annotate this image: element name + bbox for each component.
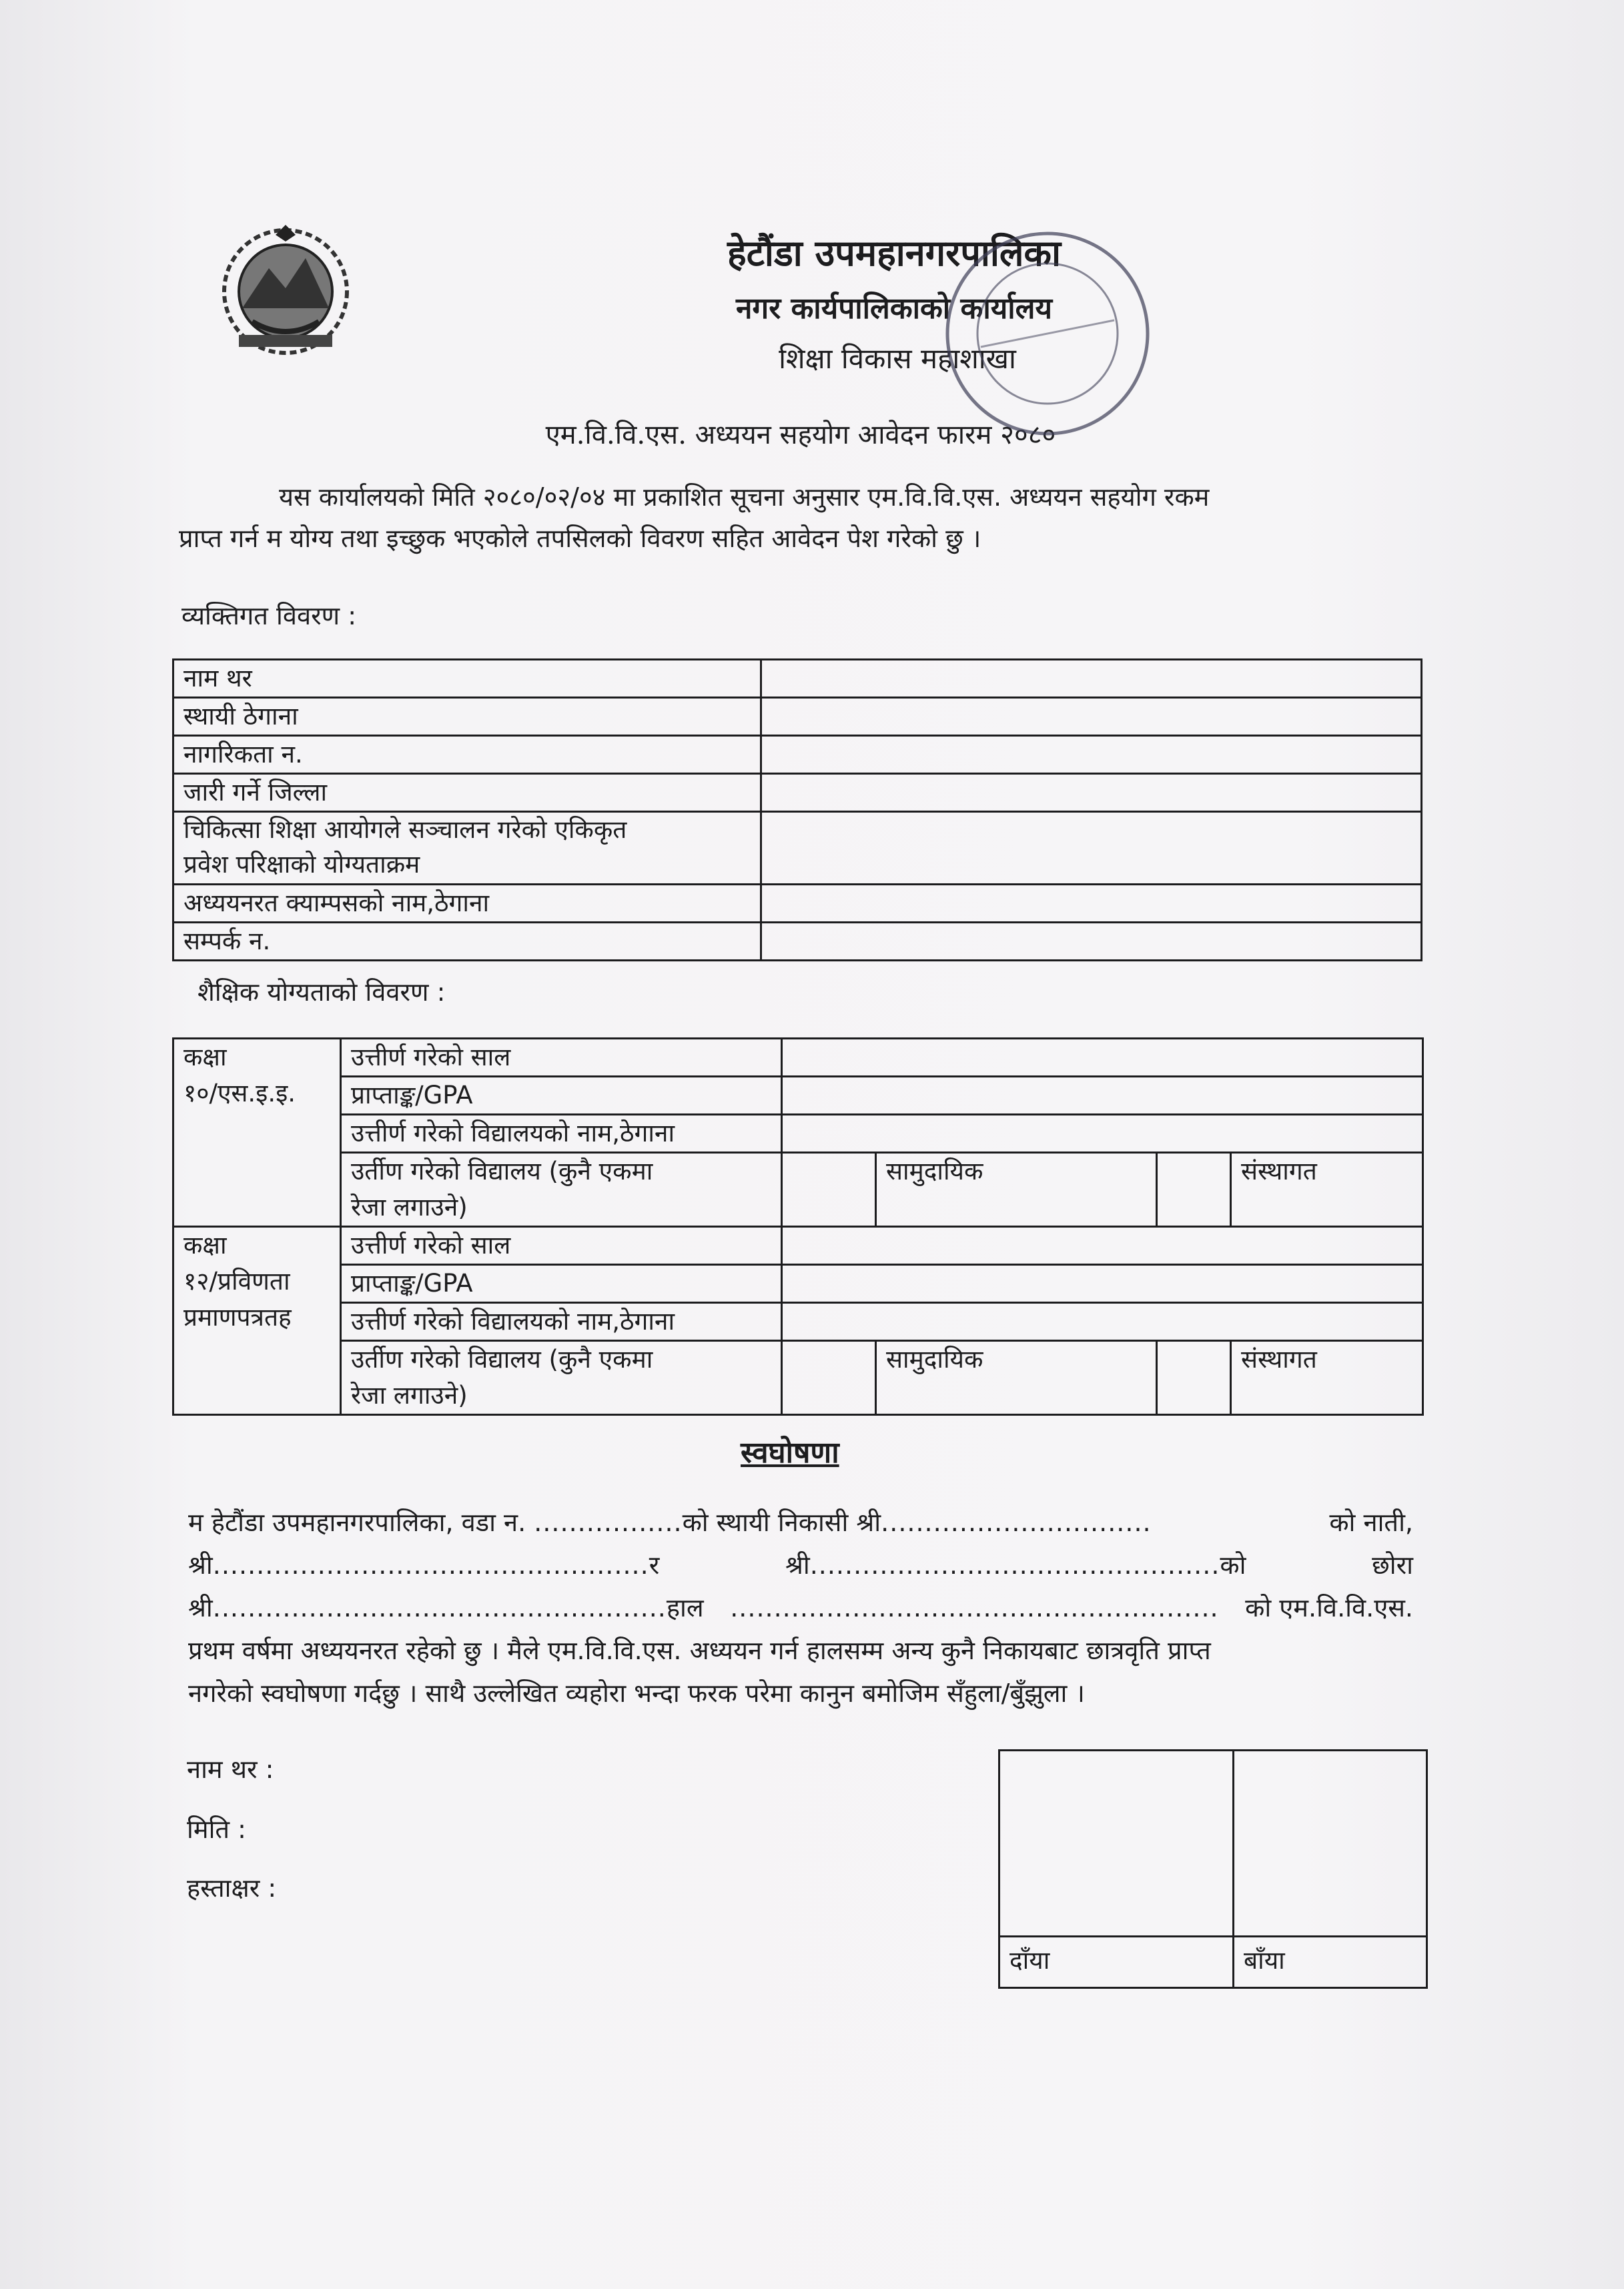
- row-label-line: उर्तीण गरेको विद्यालय (कुनै एकमा: [351, 1345, 653, 1374]
- table-row: [173, 1265, 1423, 1303]
- right-thumb-label: दाँया: [999, 1937, 1234, 1988]
- decl-text: हाल: [666, 1593, 704, 1623]
- declaration-title: स्वघोषणा: [741, 1436, 839, 1470]
- row-label: उत्तीर्ण गरेको विद्यालयको नाम,ठेगाना: [341, 1115, 782, 1153]
- left-thumbprint-box[interactable]: [1234, 1751, 1427, 1937]
- community-label: सामुदायिक: [876, 1153, 1157, 1227]
- row-label-line: रेजा लगाउने): [351, 1193, 468, 1222]
- plus2-label: कक्षा: [183, 1231, 227, 1260]
- issuing-district-field[interactable]: [761, 774, 1422, 812]
- row-label-line: चिकित्सा शिक्षा आयोगले सञ्चालन गरेको एकिकृत: [183, 815, 627, 844]
- mother-name-blank[interactable]: ...............................................: [809, 1550, 1220, 1580]
- decl-text: को नाती,: [1329, 1508, 1413, 1537]
- personal-heading: व्यक्तिगत विवरण :: [181, 601, 357, 630]
- decl-text: को: [1220, 1550, 1246, 1580]
- signature-date-label: मिति :: [187, 1815, 246, 1844]
- decl-text: छोरा: [1372, 1550, 1413, 1580]
- table-row: [173, 1153, 1423, 1227]
- signature-name-label: नाम थर :: [187, 1755, 274, 1784]
- plus2-label: १२/प्रविणता: [183, 1267, 290, 1296]
- thumbprint-table: [998, 1749, 1428, 1989]
- decl-text: को एम.वि.वि.एस.: [1245, 1593, 1413, 1623]
- row-label: उत्तीर्ण गरेको साल: [341, 1039, 782, 1077]
- see-gpa-field[interactable]: [782, 1077, 1423, 1115]
- table-row: [173, 660, 1422, 698]
- see-community-checkbox[interactable]: [782, 1153, 876, 1227]
- institutional-label: संस्थागत: [1231, 1341, 1423, 1415]
- education-table: [172, 1037, 1424, 1416]
- plus2-passed-year-field[interactable]: [782, 1227, 1423, 1265]
- row-label: नाम थर: [173, 660, 761, 698]
- table-row: [173, 698, 1422, 736]
- declaration-line-1: [188, 1501, 1413, 1544]
- row-label: अध्ययनरत क्याम्पसको नाम,ठेगाना: [173, 885, 761, 923]
- table-row: [999, 1751, 1427, 1937]
- branch-name: शिक्षा विकास महाशाखा: [779, 342, 1016, 375]
- declaration-line-2: [188, 1544, 1413, 1586]
- see-label: १०/एस.इ.इ.: [183, 1079, 296, 1107]
- table-row: [173, 1341, 1423, 1415]
- applicant-name-blank[interactable]: ....................................................: [212, 1593, 667, 1623]
- intro-line-2: प्राप्त गर्न म योग्य तथा इच्छुक भएकोले तपसिलको विवरण सहित आवेदन पेश गरेको छु ।: [179, 524, 981, 553]
- row-label-line: प्रवेश परिक्षाको योग्यताक्रम: [183, 850, 420, 879]
- table-row: [173, 1303, 1423, 1341]
- education-heading: शैक्षिक योग्यताको विवरण :: [197, 977, 446, 1007]
- intro-line-1: यस कार्यालयको मिति २०८०/०२/०४ मा प्रकाशित सूचना अनुसार एम.वि.वि.एस. अध्ययन सहयोग रकम: [279, 482, 1210, 512]
- ward-no-blank[interactable]: .................: [534, 1508, 683, 1537]
- institutional-label: संस्थागत: [1231, 1153, 1423, 1227]
- plus2-gpa-field[interactable]: [782, 1265, 1423, 1303]
- full-name-field[interactable]: [761, 660, 1422, 698]
- row-label: [341, 1153, 782, 1227]
- see-institutional-checkbox[interactable]: [1157, 1153, 1231, 1227]
- row-label: [341, 1341, 782, 1415]
- table-row: [173, 774, 1422, 812]
- contact-no-field[interactable]: [761, 923, 1422, 961]
- decl-text: को स्थायी निकासी श्री: [682, 1508, 881, 1537]
- personal-details-table: [172, 658, 1423, 961]
- see-passed-year-field[interactable]: [782, 1039, 1423, 1077]
- office-name: नगर कार्यपालिकाको कार्यालय: [736, 292, 1052, 326]
- signature-sign-label: हस्ताक्षर :: [187, 1873, 277, 1903]
- entrance-rank-field[interactable]: [761, 812, 1422, 885]
- father-name-blank[interactable]: ..................................................: [212, 1550, 649, 1580]
- community-label: सामुदायिक: [876, 1341, 1157, 1415]
- plus2-school-name-field[interactable]: [782, 1303, 1423, 1341]
- campus-name-field[interactable]: [761, 885, 1422, 923]
- see-school-name-field[interactable]: [782, 1115, 1423, 1153]
- declaration-line-5: नगरेको स्वघोषणा गर्दछु । साथै उल्लेखित व्यहोरा भन्दा फरक परेमा कानुन बमोजिम सँहुला/बुँझुला ।: [188, 1679, 1085, 1708]
- plus2-label-cell: [173, 1227, 341, 1415]
- see-label: कक्षा: [183, 1043, 227, 1071]
- table-row: [173, 923, 1422, 961]
- decl-text: श्री: [188, 1550, 213, 1580]
- table-row: [173, 1115, 1423, 1153]
- row-label: उत्तीर्ण गरेको विद्यालयको नाम,ठेगाना: [341, 1303, 782, 1341]
- row-label: जारी गर्ने जिल्ला: [173, 774, 761, 812]
- citizenship-no-field[interactable]: [761, 736, 1422, 774]
- plus2-institutional-checkbox[interactable]: [1157, 1341, 1231, 1415]
- right-thumbprint-box[interactable]: [999, 1751, 1234, 1937]
- table-row: [173, 736, 1422, 774]
- row-label: स्थायी ठेगाना: [173, 698, 761, 736]
- nepal-emblem-icon: [212, 221, 359, 362]
- row-label: नागरिकता न.: [173, 736, 761, 774]
- decl-text: र: [649, 1550, 660, 1580]
- row-label-line: रेजा लगाउने): [351, 1381, 468, 1410]
- declaration-line-3: [188, 1586, 1413, 1629]
- table-row: [173, 1077, 1423, 1115]
- see-label-cell: [173, 1039, 341, 1227]
- row-label: प्राप्ताङ्क/GPA: [341, 1077, 782, 1115]
- row-label: [173, 812, 761, 885]
- row-label: उत्तीर्ण गरेको साल: [341, 1227, 782, 1265]
- plus2-community-checkbox[interactable]: [782, 1341, 876, 1415]
- table-row: [173, 1039, 1423, 1077]
- table-row: [173, 812, 1422, 885]
- permanent-address-field[interactable]: [761, 698, 1422, 736]
- decl-text: म हेटौंडा उपमहानगरपालिका, वडा न.: [188, 1508, 526, 1537]
- form-title: एम.वि.वि.एस. अध्ययन सहयोग आवेदन फारम २०८०: [545, 420, 1056, 450]
- decl-text: श्री: [188, 1593, 213, 1623]
- grandfather-name-blank[interactable]: ...............................: [881, 1508, 1152, 1537]
- table-row: [999, 1937, 1427, 1988]
- row-label: प्राप्ताङ्क/GPA: [341, 1265, 782, 1303]
- office-seal-stamp: [934, 220, 1161, 447]
- decl-text: श्री: [785, 1550, 810, 1580]
- table-row: [173, 885, 1422, 923]
- current-institution-blank[interactable]: ........................................................: [730, 1593, 1219, 1623]
- municipality-name: हेटौंडा उपमहानगरपालिका: [727, 232, 1061, 274]
- table-row: [173, 1227, 1423, 1265]
- plus2-label: प्रमाणपत्रतह: [183, 1303, 292, 1332]
- left-thumb-label: बाँया: [1234, 1937, 1427, 1988]
- declaration-line-4: प्रथम वर्षमा अध्ययनरत रहेको छु । मैले एम.वि.वि.एस. अध्ययन गर्न हालसम्म अन्य कुनै निकायबाट छात्रवृति प्राप्त: [188, 1636, 1211, 1665]
- row-label-line: उर्तीण गरेको विद्यालय (कुनै एकमा: [351, 1157, 653, 1186]
- row-label: सम्पर्क न.: [173, 923, 761, 961]
